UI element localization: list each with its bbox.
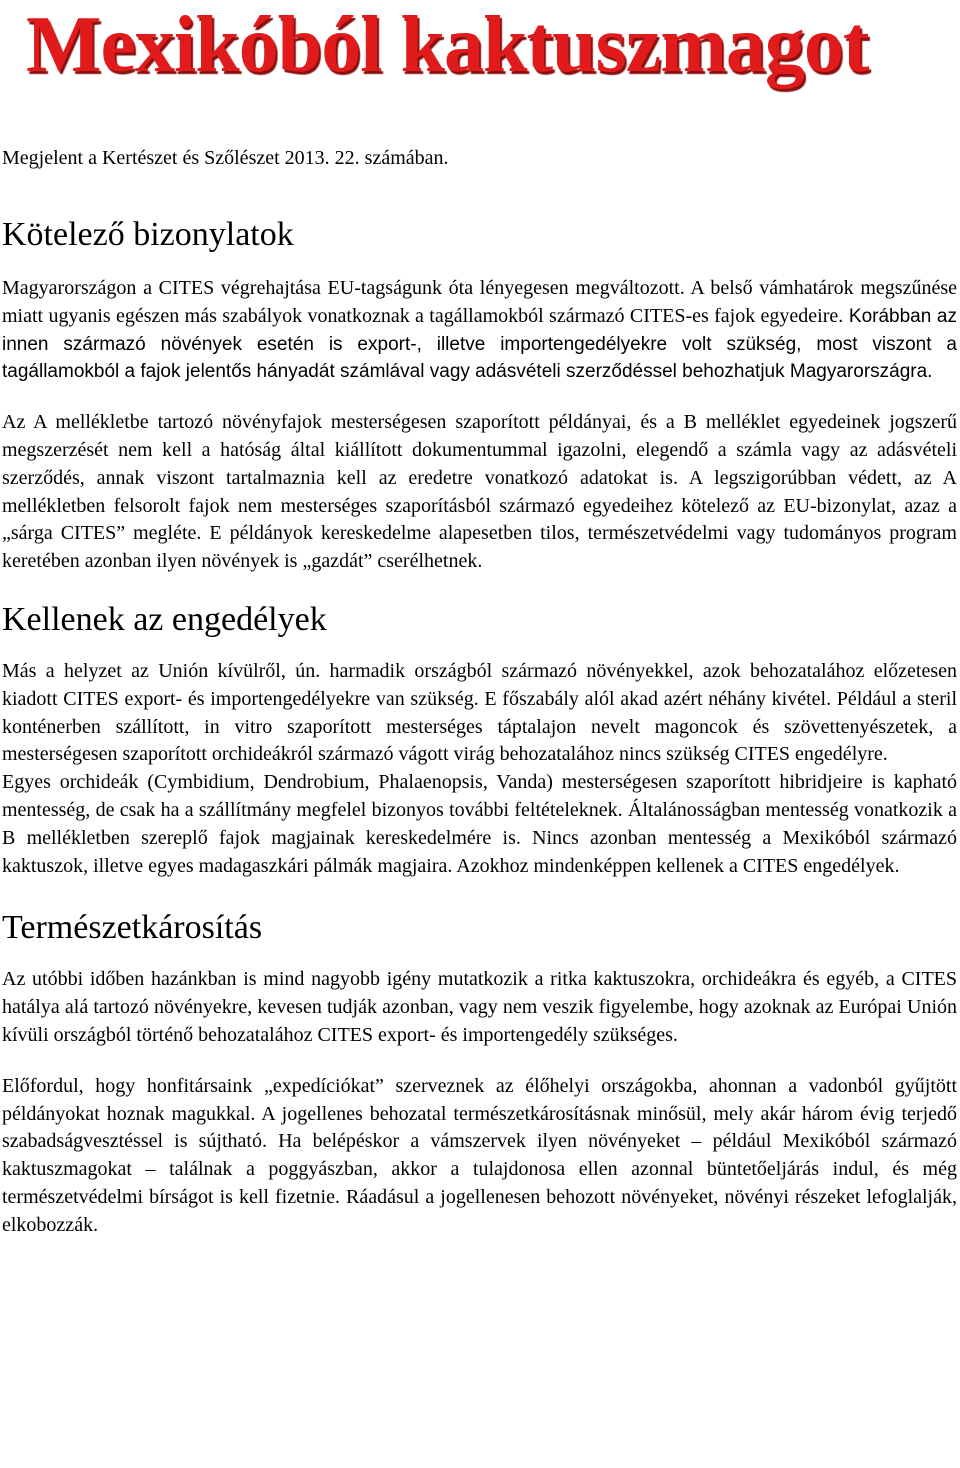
paragraph-text-sans: Korábban az innen származó növények esetén is export-, illetve importengedélyekre volt szükség, most viszont a tagállamokból a fajok jelentős hányadát számlával vagy adásvételi szerződéssel behozhatjuk Magyarországra. [2,305,957,383]
article-title: Mexikóból kaktuszmagot [26,1,869,89]
paragraph [2,409,957,576]
paragraph-text: Egyes orchideák (Cymbidium, Dendrobium, Phalaenopsis, Vanda) mesterségesen szaporított hibridjeire is kapható mentesség, de csak ha a szállítmány megfelel bizonyos további feltételeknek. Általánosságban mentesség vonatkozik a B mellékletben szereplő fajok magjainak kereskedelmére is. Nincs azonban mentesség a Mexikóból származó kaktuszok, illetve egyes madagaszkári pálmák magjaira. Azokhoz mindenképpen kellenek a CITES engedélyek. [2,771,957,877]
paragraph-text: Más a helyzet az Unión kívülről, ún. harmadik országból származó növényekkel, azok behozatalához előzetesen kiadott CITES export- és importengedélyekre van szükség. E főszabály alól akad azért néhány kivétel. Például a steril konténerben szállított, in vitro szaporított mesterséges táptalajon nevelt magoncok és szövettenyészetek, a mesterségesen szaporított orchideákról származó vágott virág behozatalához nincs szükség CITES engedélyre. [2,659,957,766]
section-heading-kellenek-az-engedelyek: Kellenek az engedélyek [2,600,327,638]
article [2,0,957,1240]
paragraph [2,275,957,386]
section-heading-termeszetkarositas: Természetkárosítás [2,909,263,947]
section-heading-kotelezo-bizonylatok: Kötelező bizonylatok [2,216,294,253]
paragraph [2,966,957,1049]
paragraph-text: Az utóbbi időben hazánkban is mind nagyobb igény mutatkozik a ritka kaktuszokra, orchideákra és egyéb, a CITES hatálya alá tartozó növényekre, kevesen tudják azonban, vagy nem veszik figyelembe, hogy azoknak az Európai Unión kívüli országból történő behozatalához CITES export- és importengedély szükséges. [2,968,957,1046]
paragraph [2,769,957,880]
paragraph-text: Az A mellékletbe tartozó növényfajok mesterségesen szaporított példányai, és a B melléklet egyedeinek jogszerű megszerzését nem kell a hatóság által kiállított dokumentummal igazolni, elegendő a számla vagy az adásvételi szerződés, annak viszont tartalmaznia kell az eredetre vonatkozó adatokat is. A legszigorúbban védett, az A mellékletben felsorolt fajok nem mesterséges szaporításból származó egyedeihez kötelező az EU-bizonylat, azaz a „sárga CITES” megléte. E példányok kereskedelme alapesetben tilos, természetvédelmi vagy tudományos program keretében azonban ilyen növények is „gazdát” cserélhetnek. [2,411,957,573]
publication-note: Megjelent a Kertészet és Szőlészet 2013. 22. számában. [2,147,449,169]
paragraph-text: Magyarországon a CITES végrehajtása EU-tagságunk óta lényegesen megváltozott. A belső vámhatárok megszűnése miatt ugyanis egészen más szabályok vonatkoznak a tagállamokból származó CITES-es fajok egyedeire. [2,277,957,327]
paragraph [2,1073,957,1240]
paragraph [2,658,957,769]
paragraph-text: Előfordul, hogy honfitársaink „expedíciókat” szerveznek az élőhelyi országokba, ahonnan a vadonból gyűjtött példányokat hoznak magukkal. A jogellenes behozatal természetkárosításnak minősül, mely akár három évig terjedő szabadságvesztéssel is sújtható. Ha belépéskor a vámszervek ilyen növényeket – például Mexikóból származó kaktuszmagokat – találnak a poggyászban, akkor a tulajdonosa ellen azonnal büntetőeljárás indul, és még természetvédelmi bírságot is kell fizetnie. Ráadásul a jogellenesen behozott növényeket, növényi részeket lefoglalják, elkobozzák. [2,1074,957,1236]
